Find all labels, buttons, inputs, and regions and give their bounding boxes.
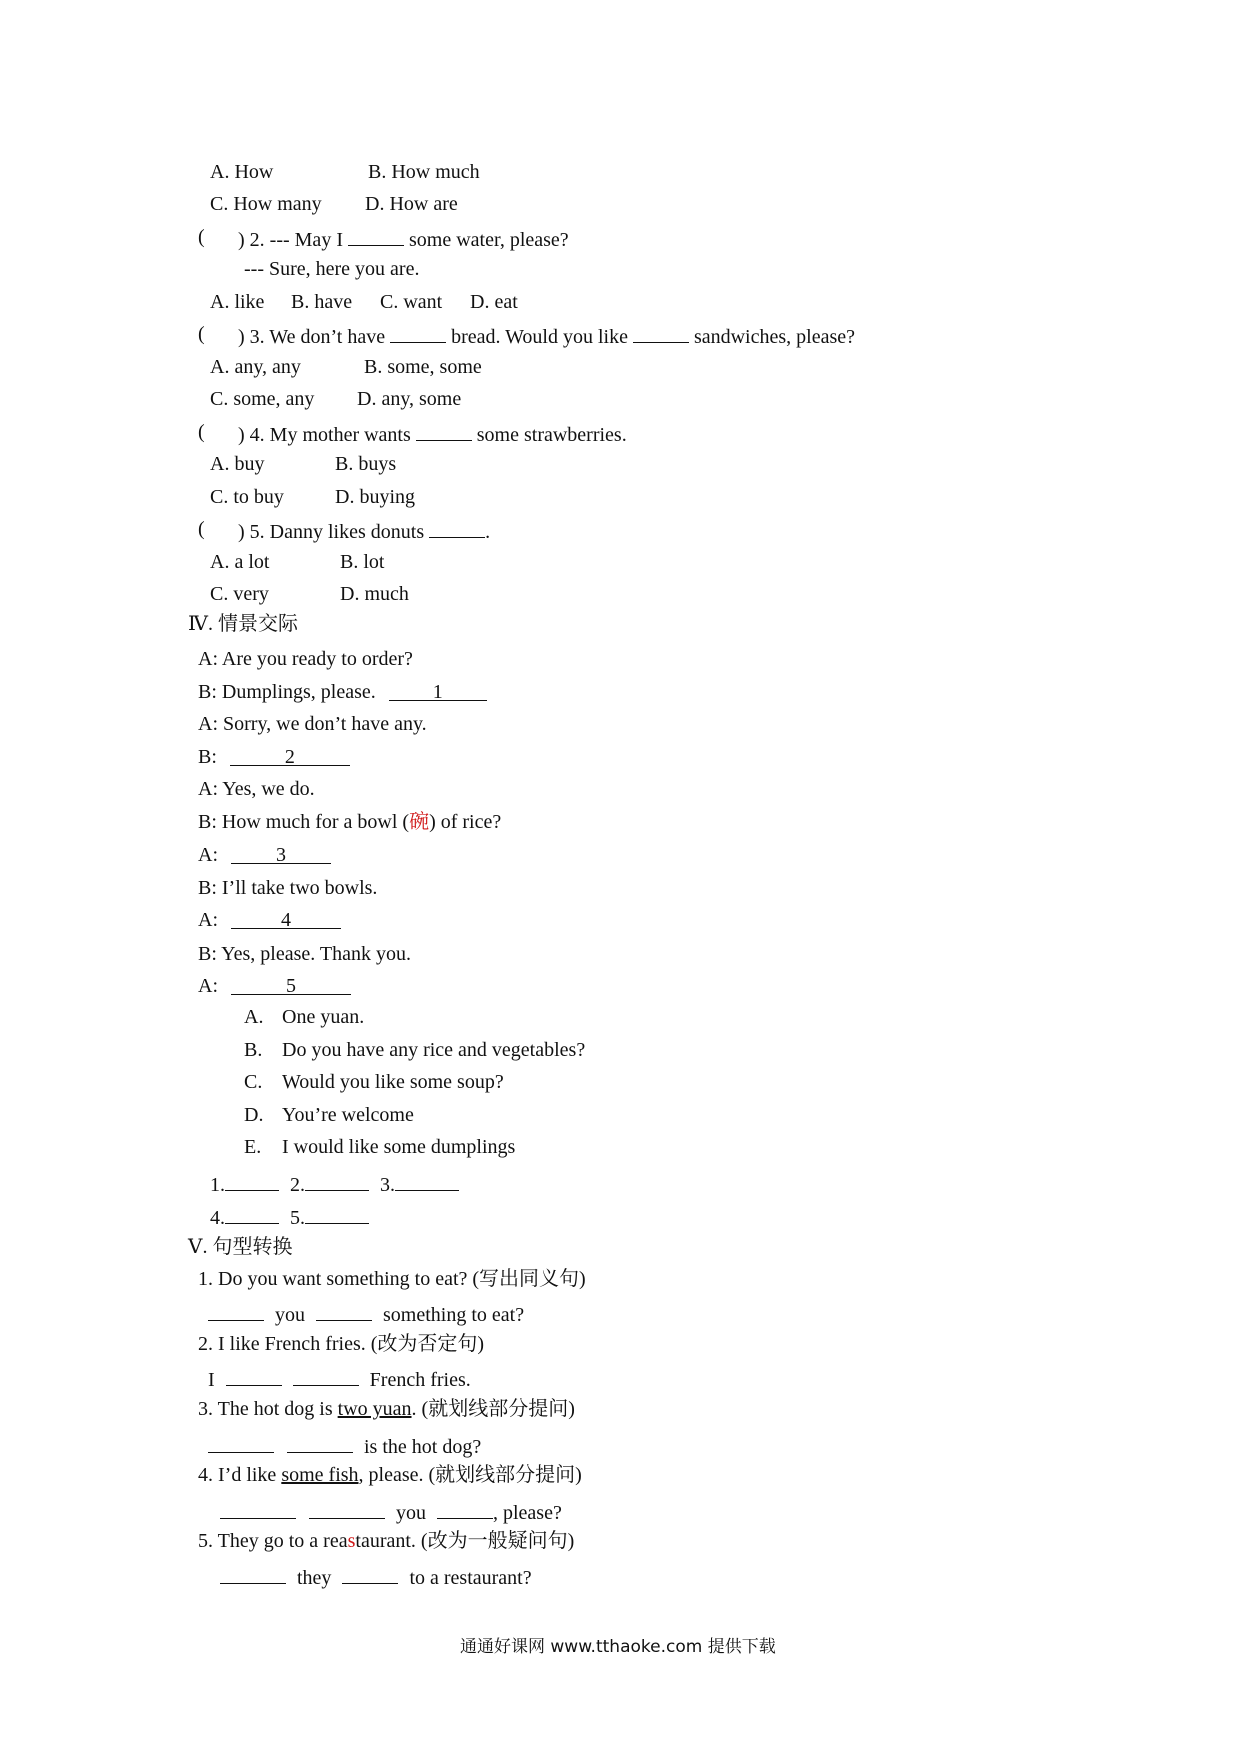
s5-a2 xyxy=(208,1365,471,1392)
dialogue-blank-2-num: 2 xyxy=(284,746,295,768)
q5-option-a: A. a lot xyxy=(210,551,270,573)
answer-blank-3[interactable] xyxy=(395,1170,459,1191)
q3-stem-mid: bread. Would you like xyxy=(451,326,628,348)
s5-a5-word: they xyxy=(297,1567,332,1589)
s5-a5-tail: to a restaurant? xyxy=(409,1567,532,1589)
q2-reply: --- Sure, here you are. xyxy=(244,258,420,280)
q1-option-b: B. How much xyxy=(368,161,480,183)
s5-a2-word: I xyxy=(208,1369,215,1391)
s5-a3-blank-1[interactable] xyxy=(208,1432,274,1453)
s5-q4-pre: 4. I’d like xyxy=(198,1464,282,1486)
s5-q4 xyxy=(198,1463,582,1487)
q2-option-d: D. eat xyxy=(470,291,518,313)
s5-a4-blank-1[interactable] xyxy=(220,1498,296,1519)
choice-letter-e: E. xyxy=(244,1136,262,1158)
dialogue-blank-4[interactable] xyxy=(231,908,341,929)
dialogue-line-2 xyxy=(198,680,487,704)
q4-option-b: B. buys xyxy=(335,453,397,475)
q4-paren-close: ) xyxy=(238,424,245,446)
dialogue-line-11-text: A: xyxy=(198,975,218,997)
s5-a4-blank-3[interactable] xyxy=(437,1498,493,1519)
section5-heading: Ⅴ. 句型转换 xyxy=(188,1236,293,1258)
q1-option-a: A. How xyxy=(210,161,274,183)
answer-label-2: 2. xyxy=(290,1174,305,1196)
q2-stem-post: some water, please? xyxy=(408,229,569,251)
dialogue-line-5: A: Yes, we do. xyxy=(198,778,315,800)
s5-a1-blank-1[interactable] xyxy=(208,1300,264,1321)
s5-q3-post: . (就划线部分提问) xyxy=(411,1398,575,1420)
dialogue-blank-4-num: 4 xyxy=(281,909,291,931)
s5-q2: 2. I like French fries. (改为否定句) xyxy=(198,1333,485,1355)
q4-stem-post: some strawberries. xyxy=(476,424,627,446)
s5-a1-blank-2[interactable] xyxy=(316,1300,372,1321)
choice-text-b: Do you have any rice and vegetables? xyxy=(282,1039,586,1061)
dialogue-line-6-red: 碗 xyxy=(409,811,430,833)
dialogue-blank-1-num: 1 xyxy=(432,681,443,703)
dialogue-line-10: B: Yes, please. Thank you. xyxy=(198,943,411,965)
q2-option-a: A. like xyxy=(210,291,265,313)
q1-option-c: C. How many xyxy=(210,193,322,215)
answer-blank-1[interactable] xyxy=(225,1170,279,1191)
s5-a5-blank-1[interactable] xyxy=(220,1563,286,1584)
s5-q4-post: , please. (就划线部分提问) xyxy=(358,1464,582,1486)
s5-q5-pre: 5. They go to a rea xyxy=(198,1530,348,1552)
s5-a4-word: you xyxy=(396,1502,426,1524)
q3-stem-post: sandwiches, please? xyxy=(693,326,855,348)
choice-letter-d: D. xyxy=(244,1104,264,1126)
s5-a2-blank-2[interactable] xyxy=(293,1365,359,1386)
q2-option-c: C. want xyxy=(380,291,443,313)
s5-a1-tail: something to eat? xyxy=(383,1304,525,1326)
q2-stem-pre: 2. --- May I xyxy=(249,229,343,251)
dialogue-line-4 xyxy=(198,745,350,769)
answer-blank-5[interactable] xyxy=(305,1203,369,1224)
s5-a2-tail: French fries. xyxy=(369,1369,471,1391)
q2-paren-close: ) xyxy=(238,229,245,251)
q5-stem-post: . xyxy=(485,521,491,543)
dialogue-line-6-pre: B: How much for a bowl ( xyxy=(198,811,410,833)
s5-a2-blank-1[interactable] xyxy=(226,1365,282,1386)
q4-paren-open: ( xyxy=(198,421,205,443)
answer-label-4: 4. xyxy=(210,1207,225,1229)
q5-option-d: D. much xyxy=(340,583,409,605)
answer-blank-2[interactable] xyxy=(305,1170,369,1191)
answer-label-1: 1. xyxy=(210,1174,225,1196)
choice-text-c: Would you like some soup? xyxy=(282,1071,504,1093)
q3-paren-close: ) xyxy=(238,326,245,348)
dialogue-line-8: B: I’ll take two bowls. xyxy=(198,877,378,899)
section4-heading: Ⅳ. 情景交际 xyxy=(188,613,298,635)
answer-label-3: 3. xyxy=(380,1174,395,1196)
s5-q3 xyxy=(198,1397,575,1421)
dialogue-line-7 xyxy=(198,843,331,867)
s5-a3-tail: is the hot dog? xyxy=(364,1436,482,1458)
q5-option-b: B. lot xyxy=(340,551,385,573)
answer-row-1 xyxy=(210,1170,459,1197)
q2-paren-open: ( xyxy=(198,226,205,248)
q4-stem-pre: 4. My mother wants xyxy=(249,424,411,446)
dialogue-line-1: A: Are you ready to order? xyxy=(198,648,413,670)
s5-q3-pre: 3. The hot dog is xyxy=(198,1398,338,1420)
page-footer: 通通好课网 www.tthaoke.com 提供下载 xyxy=(460,1637,776,1657)
choice-text-a: One yuan. xyxy=(282,1006,365,1028)
s5-q5-red: s xyxy=(347,1530,356,1552)
q4-option-c: C. to buy xyxy=(210,486,284,508)
dialogue-line-9-text: A: xyxy=(198,909,218,931)
dialogue-blank-3[interactable] xyxy=(231,843,331,864)
choice-letter-a: A. xyxy=(244,1006,264,1028)
q2-stem xyxy=(238,225,569,252)
q2-blank[interactable] xyxy=(348,225,404,246)
q1-option-d: D. How are xyxy=(365,193,458,215)
s5-q4-underlined: some fish xyxy=(281,1464,359,1486)
choice-text-d: You’re welcome xyxy=(282,1104,414,1126)
choice-letter-b: B. xyxy=(244,1039,263,1061)
dialogue-line-6 xyxy=(198,810,501,834)
q5-paren-open: ( xyxy=(198,518,205,540)
q2-option-b: B. have xyxy=(291,291,353,313)
q4-option-d: D. buying xyxy=(335,486,415,508)
q3-paren-open: ( xyxy=(198,323,205,345)
answer-label-5: 5. xyxy=(290,1207,305,1229)
s5-a4 xyxy=(220,1498,562,1525)
s5-a1-word: you xyxy=(275,1304,305,1326)
s5-a3 xyxy=(208,1432,481,1459)
s5-a5-blank-2[interactable] xyxy=(342,1563,398,1584)
answer-blank-4[interactable] xyxy=(225,1203,279,1224)
q3-stem-pre: 3. We don’t have xyxy=(249,326,386,348)
dialogue-line-9 xyxy=(198,908,341,932)
q5-blank[interactable] xyxy=(429,517,485,538)
s5-a4-tail: , please? xyxy=(493,1502,562,1524)
q4-blank[interactable] xyxy=(416,420,472,441)
answer-row-2 xyxy=(210,1203,369,1230)
s5-a5 xyxy=(220,1563,532,1590)
s5-q1: 1. Do you want something to eat? (写出同义句) xyxy=(198,1268,586,1290)
q3-option-d: D. any, some xyxy=(357,388,462,410)
dialogue-blank-5-num: 5 xyxy=(286,975,296,997)
q3-blank-2[interactable] xyxy=(633,322,689,343)
q3-blank-1[interactable] xyxy=(390,322,446,343)
dialogue-line-7-text: A: xyxy=(198,844,218,866)
q5-option-c: C. very xyxy=(210,583,269,605)
q4-option-a: A. buy xyxy=(210,453,265,475)
s5-q3-underlined: two yuan xyxy=(337,1398,412,1420)
dialogue-line-2-text: B: Dumplings, please. xyxy=(198,681,376,703)
s5-a4-blank-2[interactable] xyxy=(309,1498,385,1519)
s5-q5 xyxy=(198,1529,574,1553)
dialogue-blank-5[interactable] xyxy=(231,974,351,995)
q3-stem xyxy=(238,322,855,349)
dialogue-line-4-text: B: xyxy=(198,746,217,768)
s5-q5-post: taurant. (改为一般疑问句) xyxy=(355,1530,575,1552)
s5-a3-blank-2[interactable] xyxy=(287,1432,353,1453)
choice-letter-c: C. xyxy=(244,1071,263,1093)
q3-option-a: A. any, any xyxy=(210,356,301,378)
dialogue-line-11 xyxy=(198,974,351,998)
q3-option-b: B. some, some xyxy=(364,356,482,378)
q3-option-c: C. some, any xyxy=(210,388,315,410)
dialogue-blank-2[interactable] xyxy=(230,745,350,766)
dialogue-line-3: A: Sorry, we don’t have any. xyxy=(198,713,427,735)
dialogue-blank-1[interactable] xyxy=(389,680,487,701)
dialogue-line-6-post: ) of rice? xyxy=(429,811,502,833)
dialogue-blank-3-num: 3 xyxy=(276,844,286,866)
q4-stem xyxy=(238,420,627,447)
q5-stem-pre: 5. Danny likes donuts xyxy=(249,521,425,543)
s5-a1 xyxy=(208,1300,524,1327)
q5-paren-close: ) xyxy=(238,521,245,543)
q5-stem xyxy=(238,517,490,544)
choice-text-e: I would like some dumplings xyxy=(282,1136,516,1158)
